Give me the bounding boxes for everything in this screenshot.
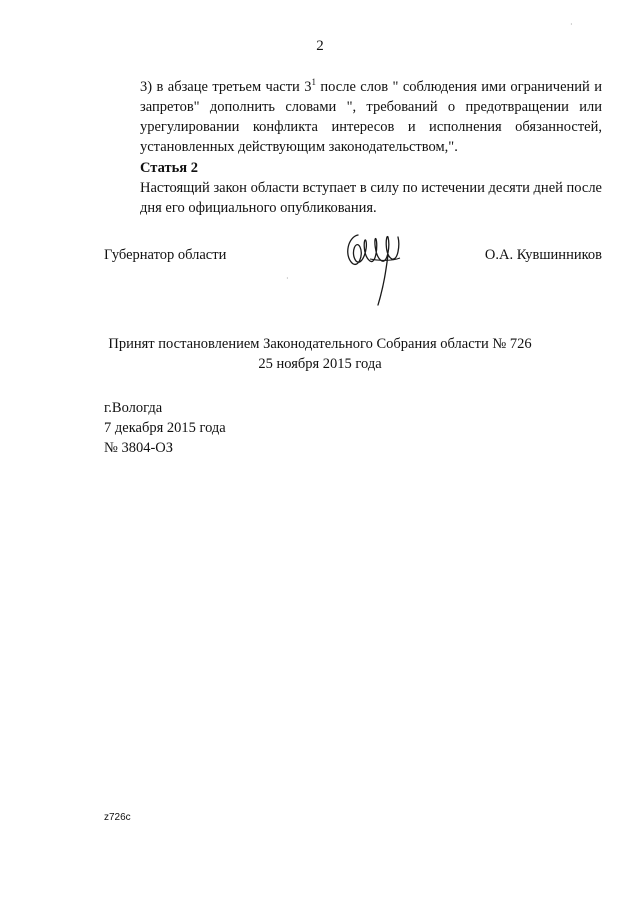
article-text: Настоящий закон области вступает в силу по истечении десяти дней после дня его официального опубликования. — [140, 180, 602, 216]
amendment-text-start: 3) в абзаце третьем части 3 — [140, 78, 312, 95]
governor-name: О.А. Кувшинников — [484, 247, 602, 263]
signing-date: 7 декабря 2015 года — [104, 420, 226, 436]
law-number: № 3804-ОЗ — [104, 440, 174, 456]
superscript: 1 — [311, 77, 316, 87]
scan-speck: · — [570, 20, 573, 29]
adoption-note — [0, 334, 640, 374]
place-date-block — [104, 398, 226, 458]
document-code: z726c — [104, 812, 131, 823]
amendment-paragraph — [104, 72, 602, 157]
scan-speck: · — [286, 274, 289, 283]
adoption-line-2: 25 ноября 2015 года — [258, 356, 382, 372]
city: г.Вологда — [104, 400, 163, 416]
page-number: 2 — [316, 38, 324, 54]
amendment-text — [104, 72, 602, 157]
article-2 — [104, 158, 602, 218]
amendment-text-end: после слов " соблюдения ими ограничений и запретов" дополнить словами ", требований о предотвращении или урегулировании конфликта интересов и исполнения обязанностей, установленных действующим законодательством,". — [140, 78, 602, 155]
governor-title: Губернатор области — [104, 247, 227, 263]
adoption-line-1: Принят постановлением Законодательного Собрания области № 726 — [108, 336, 532, 352]
handwritten-signature — [340, 225, 410, 315]
article-heading: Статья 2 — [140, 160, 198, 176]
